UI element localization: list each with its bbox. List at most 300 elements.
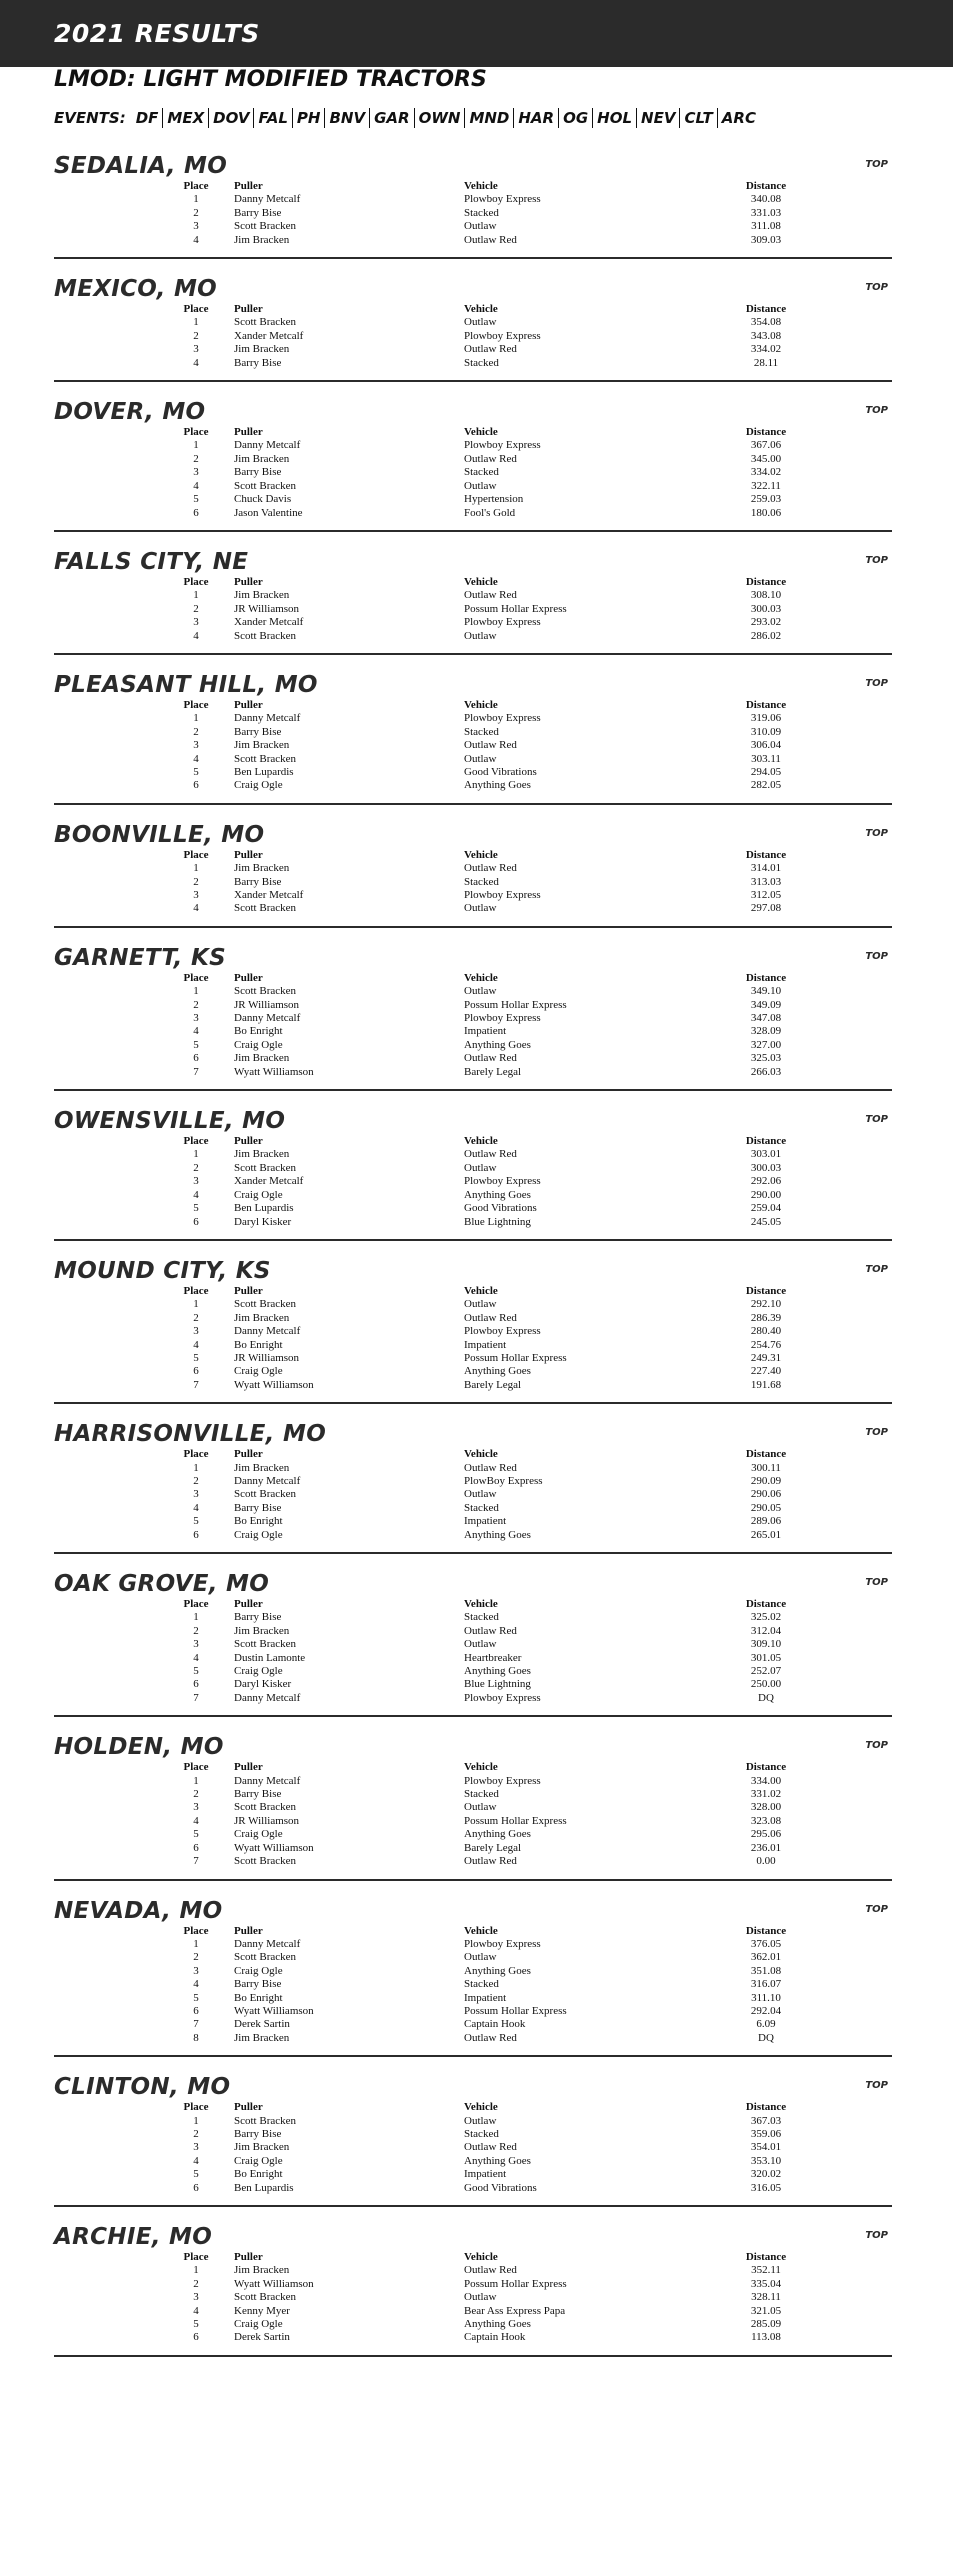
puller-cell: Daryl Kisker bbox=[234, 1678, 292, 1691]
vehicle-cell: Plowboy Express bbox=[464, 1012, 541, 1025]
column-header-place: Place bbox=[183, 1448, 209, 1461]
place-cell: 4 bbox=[193, 1978, 199, 1991]
place-cell: 8 bbox=[193, 2031, 199, 2044]
vehicle-cell: Stacked bbox=[464, 356, 499, 369]
results-section bbox=[54, 1895, 892, 2058]
distance-cell: 349.10 bbox=[750, 985, 782, 998]
column-header-distance: Distance bbox=[745, 1924, 787, 1937]
column-header-puller: Puller bbox=[234, 1598, 263, 1610]
results-section bbox=[54, 1255, 892, 1404]
results-section bbox=[54, 2071, 892, 2207]
event-link-gar[interactable]: GAR bbox=[370, 108, 414, 128]
place-cell: 4 bbox=[193, 233, 199, 246]
place-cell: 4 bbox=[193, 1501, 199, 1514]
column-header-distance: Distance bbox=[745, 426, 787, 439]
table-header-row bbox=[166, 1135, 800, 1148]
results-table bbox=[166, 699, 800, 793]
table-row bbox=[166, 1339, 800, 1352]
table-row bbox=[166, 902, 800, 915]
distance-cell: 286.39 bbox=[750, 1311, 782, 1324]
place-cell: 2 bbox=[193, 2127, 199, 2140]
column-header-distance: Distance bbox=[745, 2251, 787, 2263]
vehicle-cell: Impatient bbox=[464, 1515, 507, 1528]
results-table bbox=[166, 180, 800, 247]
vehicle-cell: Outlaw Red bbox=[464, 343, 517, 356]
table-row bbox=[166, 1951, 800, 1964]
column-header-puller: Puller bbox=[234, 848, 263, 861]
distance-cell: 353.10 bbox=[750, 2154, 782, 2167]
puller-cell: Scott Bracken bbox=[234, 1801, 297, 1814]
puller-cell: Scott Bracken bbox=[234, 1951, 297, 1964]
table-row bbox=[166, 507, 800, 520]
results-sections bbox=[0, 150, 953, 2371]
place-cell: 2 bbox=[193, 998, 199, 1011]
distance-cell: 292.10 bbox=[750, 1298, 782, 1311]
distance-cell: 259.04 bbox=[750, 1202, 782, 1215]
table-row bbox=[166, 1678, 800, 1691]
place-cell: 2 bbox=[193, 329, 199, 342]
distance-cell: 321.05 bbox=[750, 2304, 782, 2317]
vehicle-cell: PlowBoy Express bbox=[464, 1474, 543, 1487]
table-row bbox=[166, 1379, 800, 1392]
vehicle-cell: Outlaw bbox=[464, 1801, 497, 1814]
vehicle-cell: Plowboy Express bbox=[464, 1937, 541, 1950]
event-link-arc[interactable]: ARC bbox=[721, 109, 756, 127]
column-header-distance: Distance bbox=[745, 303, 787, 316]
puller-cell: Craig Ogle bbox=[234, 779, 283, 792]
place-cell: 3 bbox=[193, 2291, 199, 2304]
puller-cell: Jim Bracken bbox=[234, 589, 290, 602]
distance-cell: 6.09 bbox=[756, 2018, 776, 2031]
vehicle-cell: Plowboy Express bbox=[464, 329, 541, 342]
top-link[interactable]: TOP bbox=[865, 159, 888, 170]
column-header-distance: Distance bbox=[745, 971, 787, 984]
place-cell: 6 bbox=[193, 779, 199, 792]
distance-cell: 328.00 bbox=[750, 1801, 782, 1814]
puller-cell: Chuck Davis bbox=[234, 493, 292, 506]
top-link[interactable]: TOP bbox=[865, 2080, 888, 2092]
distance-cell: 290.00 bbox=[750, 1188, 782, 1201]
vehicle-cell: Outlaw Red bbox=[464, 1052, 517, 1065]
place-cell: 7 bbox=[193, 1065, 199, 1078]
table-row bbox=[166, 1992, 800, 2005]
vehicle-cell: Hypertension bbox=[464, 493, 524, 506]
place-cell: 3 bbox=[193, 343, 199, 356]
place-cell: 4 bbox=[193, 902, 199, 915]
distance-cell: DQ bbox=[758, 2031, 774, 2044]
column-header-place: Place bbox=[183, 2251, 209, 2263]
table-row bbox=[166, 2182, 800, 2195]
table-header-row bbox=[166, 972, 800, 985]
place-cell: 6 bbox=[193, 1678, 199, 1691]
puller-cell: Jim Bracken bbox=[234, 452, 290, 465]
table-row bbox=[166, 1475, 800, 1488]
results-table bbox=[166, 576, 800, 643]
table-row bbox=[166, 753, 800, 766]
puller-cell: Barry Bise bbox=[234, 2127, 282, 2140]
column-header-vehicle: Vehicle bbox=[464, 698, 498, 711]
puller-cell: Kenny Myer bbox=[234, 2304, 290, 2317]
place-cell: 2 bbox=[193, 206, 199, 219]
vehicle-cell: Good Vibrations bbox=[464, 765, 537, 778]
place-cell: 3 bbox=[193, 1175, 199, 1188]
distance-cell: 359.06 bbox=[750, 2127, 782, 2140]
column-header-puller: Puller bbox=[234, 2101, 263, 2114]
puller-cell: Bo Enright bbox=[234, 1025, 283, 1038]
event-link-mex[interactable]: MEX bbox=[163, 108, 209, 128]
results-section bbox=[54, 273, 892, 382]
place-cell: 6 bbox=[193, 1052, 199, 1065]
vehicle-cell: Outlaw Red bbox=[464, 2141, 517, 2154]
puller-cell: Jim Bracken bbox=[234, 739, 290, 752]
table-row bbox=[166, 2141, 800, 2154]
top-link[interactable]: TOP bbox=[865, 1740, 888, 1752]
distance-cell: 345.00 bbox=[750, 452, 782, 465]
table-row bbox=[166, 603, 800, 616]
place-cell: 4 bbox=[193, 1338, 199, 1351]
top-link[interactable]: TOP bbox=[865, 1903, 888, 1915]
column-header-place: Place bbox=[183, 1924, 209, 1937]
top-link[interactable]: TOP bbox=[865, 827, 888, 839]
puller-cell: Danny Metcalf bbox=[234, 712, 301, 725]
puller-cell: Barry Bise bbox=[234, 875, 282, 888]
puller-cell: Barry Bise bbox=[234, 206, 282, 219]
event-link-ph[interactable]: PH bbox=[293, 108, 326, 128]
puller-cell: Daryl Kisker bbox=[234, 1215, 292, 1228]
table-row bbox=[166, 1462, 800, 1475]
table-row bbox=[166, 2005, 800, 2018]
column-header-distance: Distance bbox=[745, 1448, 787, 1461]
table-row bbox=[166, 2264, 800, 2277]
table-row bbox=[166, 357, 800, 370]
vehicle-cell: Outlaw bbox=[464, 752, 497, 765]
column-header-puller: Puller bbox=[234, 1135, 263, 1148]
results-table bbox=[166, 1925, 800, 2046]
distance-cell: 297.08 bbox=[750, 902, 782, 915]
place-cell: 5 bbox=[193, 1991, 199, 2004]
table-row bbox=[166, 2032, 800, 2045]
place-cell: 3 bbox=[193, 739, 199, 752]
distance-cell: 312.04 bbox=[750, 1624, 782, 1637]
puller-cell: Craig Ogle bbox=[234, 1365, 283, 1378]
vehicle-cell: Anything Goes bbox=[464, 1188, 531, 1201]
table-row bbox=[166, 779, 800, 792]
place-cell: 1 bbox=[193, 1611, 199, 1624]
distance-cell: 331.02 bbox=[750, 1788, 782, 1801]
distance-cell: 309.03 bbox=[750, 233, 782, 246]
event-title: SEDALIA, MO bbox=[54, 153, 228, 179]
distance-cell: 314.01 bbox=[750, 862, 782, 875]
table-row bbox=[166, 1625, 800, 1638]
results-table bbox=[166, 1761, 800, 1868]
distance-cell: 265.01 bbox=[750, 1528, 782, 1541]
top-link[interactable]: TOP bbox=[865, 950, 888, 962]
distance-cell: 349.09 bbox=[750, 998, 782, 1011]
top-link[interactable]: TOP bbox=[865, 554, 888, 566]
place-cell: 2 bbox=[193, 1951, 199, 1964]
place-cell: 2 bbox=[193, 1474, 199, 1487]
table-row bbox=[166, 480, 800, 493]
vehicle-cell: Outlaw bbox=[464, 985, 497, 998]
column-header-puller: Puller bbox=[234, 698, 263, 711]
distance-cell: 328.11 bbox=[751, 2291, 781, 2304]
event-link-og[interactable]: OG bbox=[559, 108, 593, 128]
vehicle-cell: Anything Goes bbox=[464, 1828, 531, 1841]
puller-cell: Danny Metcalf bbox=[234, 1474, 301, 1487]
table-row bbox=[166, 1052, 800, 1065]
top-link[interactable]: TOP bbox=[865, 405, 888, 417]
vehicle-cell: Outlaw bbox=[464, 1638, 497, 1651]
puller-cell: Jim Bracken bbox=[234, 2264, 290, 2277]
column-header-place: Place bbox=[183, 848, 209, 861]
vehicle-cell: Captain Hook bbox=[464, 2331, 526, 2344]
event-link-clt[interactable]: CLT bbox=[680, 108, 717, 128]
table-row bbox=[166, 1039, 800, 1052]
table-row bbox=[166, 766, 800, 779]
vehicle-cell: Stacked bbox=[464, 2127, 499, 2140]
table-row bbox=[166, 1012, 800, 1025]
distance-cell: 308.10 bbox=[750, 589, 782, 602]
vehicle-cell: Bear Ass Express Papa bbox=[464, 2304, 566, 2317]
table-row bbox=[166, 2331, 800, 2344]
place-cell: 2 bbox=[193, 2277, 199, 2290]
table-row bbox=[166, 1788, 800, 1801]
distance-cell: 328.09 bbox=[750, 1025, 782, 1038]
place-cell: 2 bbox=[193, 602, 199, 615]
top-link[interactable]: TOP bbox=[865, 1114, 888, 1126]
vehicle-cell: Possum Hollar Express bbox=[464, 1814, 567, 1827]
column-header-distance: Distance bbox=[745, 180, 787, 192]
distance-cell: 311.08 bbox=[751, 220, 781, 233]
results-section bbox=[54, 819, 892, 928]
puller-cell: Danny Metcalf bbox=[234, 1937, 301, 1950]
distance-cell: 293.02 bbox=[750, 616, 782, 629]
place-cell: 2 bbox=[193, 725, 199, 738]
vehicle-cell: Outlaw bbox=[464, 1488, 497, 1501]
puller-cell: Wyatt Williamson bbox=[234, 2004, 314, 2017]
table-row bbox=[166, 889, 800, 902]
table-row bbox=[166, 1202, 800, 1215]
column-header-vehicle: Vehicle bbox=[464, 2251, 498, 2263]
column-header-vehicle: Vehicle bbox=[464, 1598, 498, 1610]
table-row bbox=[166, 1665, 800, 1678]
puller-cell: Barry Bise bbox=[234, 1978, 282, 1991]
table-row bbox=[166, 1978, 800, 1991]
vehicle-cell: Impatient bbox=[464, 1025, 507, 1038]
table-header-row bbox=[166, 1925, 800, 1938]
vehicle-cell: Outlaw Red bbox=[464, 589, 517, 602]
puller-cell: Derek Sartin bbox=[234, 2331, 290, 2344]
event-link-hol[interactable]: HOL bbox=[593, 108, 637, 128]
puller-cell: JR Williamson bbox=[234, 998, 300, 1011]
table-row bbox=[166, 1365, 800, 1378]
place-cell: 3 bbox=[193, 889, 199, 901]
column-header-distance: Distance bbox=[745, 848, 787, 861]
place-cell: 4 bbox=[193, 2154, 199, 2167]
vehicle-cell: Impatient bbox=[464, 1991, 507, 2004]
place-cell: 6 bbox=[193, 1365, 199, 1378]
table-row bbox=[166, 630, 800, 643]
column-header-puller: Puller bbox=[234, 1761, 263, 1774]
puller-cell: Scott Bracken bbox=[234, 1855, 297, 1868]
column-header-distance: Distance bbox=[745, 575, 787, 588]
table-row bbox=[166, 2128, 800, 2141]
results-table bbox=[166, 849, 800, 916]
puller-cell: Craig Ogle bbox=[234, 1188, 283, 1201]
table-header-row bbox=[166, 426, 800, 439]
table-row bbox=[166, 1938, 800, 1951]
vehicle-cell: Stacked bbox=[464, 725, 499, 738]
vehicle-cell: Plowboy Express bbox=[464, 889, 541, 901]
puller-cell: Scott Bracken bbox=[234, 220, 297, 233]
vehicle-cell: Outlaw bbox=[464, 1951, 497, 1964]
puller-cell: Xander Metcalf bbox=[234, 616, 304, 629]
table-header-row bbox=[166, 2101, 800, 2114]
puller-cell: Barry Bise bbox=[234, 725, 282, 738]
distance-cell: 323.08 bbox=[750, 1814, 782, 1827]
puller-cell: Danny Metcalf bbox=[234, 193, 301, 206]
puller-cell: Derek Sartin bbox=[234, 2018, 290, 2031]
vehicle-cell: Blue Lightning bbox=[464, 1215, 531, 1228]
distance-cell: 252.07 bbox=[750, 1665, 782, 1678]
distance-cell: 354.08 bbox=[750, 316, 782, 329]
table-row bbox=[166, 1638, 800, 1651]
table-row bbox=[166, 220, 800, 233]
puller-cell: Jim Bracken bbox=[234, 343, 290, 356]
puller-cell: Danny Metcalf bbox=[234, 439, 301, 452]
vehicle-cell: Outlaw bbox=[464, 902, 497, 915]
puller-cell: Dustin Lamonte bbox=[234, 1651, 306, 1664]
table-header-row bbox=[166, 2251, 800, 2264]
place-cell: 3 bbox=[193, 1012, 199, 1025]
table-row bbox=[166, 493, 800, 506]
place-cell: 3 bbox=[193, 1638, 199, 1651]
vehicle-cell: Stacked bbox=[464, 1788, 499, 1801]
top-link[interactable]: TOP bbox=[865, 677, 888, 689]
column-header-puller: Puller bbox=[234, 1924, 263, 1937]
puller-cell: Jim Bracken bbox=[234, 862, 290, 875]
distance-cell: 236.01 bbox=[750, 1841, 782, 1854]
top-link[interactable]: TOP bbox=[865, 2230, 888, 2241]
place-cell: 5 bbox=[193, 1665, 199, 1678]
distance-cell: 340.08 bbox=[750, 193, 782, 206]
class-subtitle: LMOD: LIGHT MODIFIED TRACTORS bbox=[54, 67, 487, 92]
event-link-own[interactable]: OWN bbox=[415, 108, 466, 128]
column-header-place: Place bbox=[183, 2101, 209, 2114]
event-link-df[interactable]: DF bbox=[136, 108, 164, 128]
table-row bbox=[166, 330, 800, 343]
column-header-puller: Puller bbox=[234, 1448, 263, 1461]
column-header-distance: Distance bbox=[745, 698, 787, 711]
vehicle-cell: Outlaw bbox=[464, 1298, 497, 1311]
events-nav bbox=[54, 108, 760, 128]
column-header-vehicle: Vehicle bbox=[464, 1448, 498, 1461]
results-section bbox=[54, 942, 892, 1091]
column-header-distance: Distance bbox=[745, 1761, 787, 1774]
place-cell: 2 bbox=[193, 1624, 199, 1637]
top-link[interactable]: TOP bbox=[865, 1427, 888, 1439]
puller-cell: Danny Metcalf bbox=[234, 1774, 301, 1787]
vehicle-cell: Plowboy Express bbox=[464, 712, 541, 725]
vehicle-cell: Plowboy Express bbox=[464, 1774, 541, 1787]
puller-cell: Barry Bise bbox=[234, 466, 282, 479]
vehicle-cell: Plowboy Express bbox=[464, 193, 541, 206]
puller-cell: JR Williamson bbox=[234, 602, 300, 615]
top-link[interactable]: TOP bbox=[865, 1263, 888, 1275]
vehicle-cell: Impatient bbox=[464, 1338, 507, 1351]
table-row bbox=[166, 1855, 800, 1868]
distance-cell: 303.11 bbox=[751, 752, 781, 765]
place-cell: 1 bbox=[193, 2264, 199, 2277]
top-link[interactable]: TOP bbox=[865, 1577, 888, 1588]
event-link-nev[interactable]: NEV bbox=[637, 108, 680, 128]
place-cell: 6 bbox=[193, 1841, 199, 1854]
puller-cell: Scott Bracken bbox=[234, 1488, 297, 1501]
vehicle-cell: Anything Goes bbox=[464, 779, 531, 792]
vehicle-cell: Anything Goes bbox=[464, 1964, 531, 1977]
place-cell: 3 bbox=[193, 616, 199, 629]
distance-cell: 28.11 bbox=[753, 356, 779, 369]
table-row bbox=[166, 2155, 800, 2168]
vehicle-cell: Blue Lightning bbox=[464, 1678, 531, 1691]
puller-cell: Jim Bracken bbox=[234, 233, 290, 246]
results-section bbox=[54, 150, 892, 259]
place-cell: 6 bbox=[193, 2331, 199, 2344]
event-title: HOLDEN, MO bbox=[54, 1734, 224, 1761]
vehicle-cell: Outlaw Red bbox=[464, 862, 517, 875]
event-link-dov[interactable]: DOV bbox=[209, 108, 254, 128]
top-link[interactable]: TOP bbox=[865, 282, 888, 294]
distance-cell: 322.11 bbox=[751, 479, 781, 492]
place-cell: 2 bbox=[193, 1311, 199, 1324]
column-header-puller: Puller bbox=[234, 971, 263, 984]
puller-cell: Craig Ogle bbox=[234, 1528, 283, 1541]
place-cell: 5 bbox=[193, 1038, 199, 1051]
vehicle-cell: Outlaw Red bbox=[464, 2031, 517, 2044]
results-section bbox=[54, 669, 892, 805]
table-row bbox=[166, 876, 800, 889]
column-header-puller: Puller bbox=[234, 303, 263, 316]
vehicle-cell: Good Vibrations bbox=[464, 2181, 537, 2194]
column-header-puller: Puller bbox=[234, 1284, 263, 1297]
table-row bbox=[166, 234, 800, 247]
column-header-vehicle: Vehicle bbox=[464, 426, 498, 439]
table-row bbox=[166, 2115, 800, 2128]
column-header-vehicle: Vehicle bbox=[464, 1761, 498, 1774]
column-header-puller: Puller bbox=[234, 2251, 263, 2263]
event-link-mnd[interactable]: MND bbox=[465, 108, 514, 128]
vehicle-cell: Anything Goes bbox=[464, 1528, 531, 1541]
column-header-puller: Puller bbox=[234, 180, 263, 192]
column-header-distance: Distance bbox=[745, 1598, 787, 1610]
table-row bbox=[166, 1502, 800, 1515]
event-link-bnv[interactable]: BNV bbox=[325, 108, 370, 128]
event-link-har[interactable]: HAR bbox=[514, 108, 559, 128]
table-header-row bbox=[166, 180, 800, 193]
distance-cell: 282.05 bbox=[750, 779, 782, 792]
puller-cell: Scott Bracken bbox=[234, 2114, 297, 2127]
column-header-place: Place bbox=[183, 303, 209, 316]
table-row bbox=[166, 1148, 800, 1161]
table-row bbox=[166, 1325, 800, 1338]
puller-cell: Barry Bise bbox=[234, 1788, 282, 1801]
puller-cell: Scott Bracken bbox=[234, 752, 297, 765]
distance-cell: 300.11 bbox=[751, 1461, 781, 1474]
distance-cell: 334.02 bbox=[750, 343, 782, 356]
place-cell: 5 bbox=[193, 1828, 199, 1841]
event-link-fal[interactable]: FAL bbox=[254, 108, 292, 128]
table-row bbox=[166, 439, 800, 452]
